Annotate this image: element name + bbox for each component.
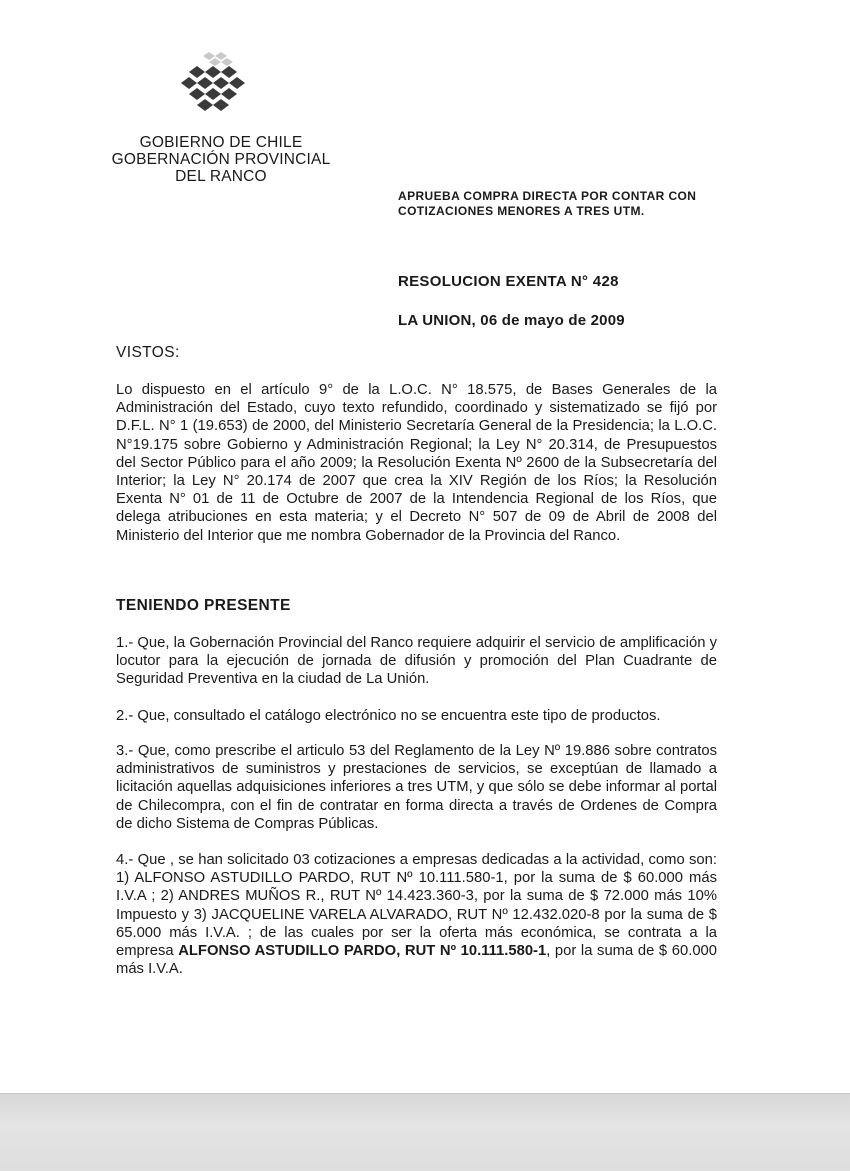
considerando-1: 1.- Que, la Gobernación Provincial del Ranco requiere adquirir el servicio de amplificación y locutor para la ejecución de jornada de difusión y promoción del Plan Cuadrante de Seguridad Preventiva en la ciudad de La Unión. xyxy=(116,635,717,688)
issuing-organization xyxy=(106,134,336,185)
subject-line-2: COTIZACIONES MENORES A TRES UTM. xyxy=(398,204,645,218)
gobierno-logo-icon xyxy=(163,52,259,114)
selected-supplier: ALFONSO ASTUDILLO PARDO, RUT Nº 10.111.580-1 xyxy=(178,943,547,960)
considerando-2: 2.- Que, consultado el catálogo electrónico no se encuentra este tipo de productos. xyxy=(116,708,661,724)
scan-bottom-margin xyxy=(0,1093,850,1171)
vistos-heading: VISTOS: xyxy=(116,344,180,361)
vistos-paragraph: Lo dispuesto en el artículo 9° de la L.O.C. N° 18.575, de Bases Generales de la Administración del Estado, cuyo texto refundido, coordinado y sistematizado se fijó por D.F.L. N° 1 (19.653) de 2000, del Ministerio Secretaría General de la Presidencia; la L.O.C. N°19.175 sobre Gobierno y Administración Regional; la Ley N° 20.314, de Presupuestos del Sector Público para el año 2009; la Resolución Exenta Nº 2600 de la Subsecretaría del Interior; la Ley N° 20.174 de 2007 que crea la XIV Región de los Ríos; la Resolución Exenta N° 01 de 11 de Octubre de 2007 de la Intendencia Regional de los Ríos, que delega atribuciones en esta materia; y el Decreto N° 507 de 09 de Abril de 2008 del Ministerio del Interior que me nombra Gobernador de la Provincia del Ranco. xyxy=(116,382,717,544)
org-line-3: DEL RANCO xyxy=(175,168,267,185)
considerando-4-text: 4.- Que , se han solicitado 03 cotizaciones a empresas dedicadas a la actividad, como son: 1) ALFONSO ASTUDILLO PARDO, RUT Nº 10.111.580-1, por la suma de $ 60.000 más I.V.A ; 2) ANDRES MUÑOS R., RUT Nº 14.423.360-3, por la suma de $ 72.000 más 10% Impuesto y 3) JACQUELINE VARELA ALVARADO, RUT Nº 12.432.020-8 por la suma de $ 65.000 más I.V.A. ; de las cuales por ser la oferta más económica, se contrata a la empresa xyxy=(116,852,717,960)
logo-diamonds xyxy=(181,66,245,111)
considerando-4 xyxy=(116,851,717,978)
considerando-4-end: , por la suma de $ 60.000 más I.V.A. xyxy=(116,943,718,978)
considerando-3: 3.- Que, como prescribe el articulo 53 del Reglamento de la Ley Nº 19.886 sobre contratos administrativos de suministros y prestaciones de servicios, se exceptúan de llamado a licitación aquellas adquisiciones inferiores a tres UTM, y que sólo se debe informar al portal de Chilecompra, con el fin de contratar en forma directa a través de Ordenes de Compra de dicho Sistema de Compras Públicas. xyxy=(116,743,717,832)
resolution-place-date: LA UNION, 06 de mayo de 2009 xyxy=(398,312,625,329)
resolution-number: RESOLUCION EXENTA N° 428 xyxy=(398,273,619,290)
subject-line-1: APRUEBA COMPRA DIRECTA POR CONTAR CON xyxy=(398,189,697,203)
org-line-2: GOBERNACIÓN PROVINCIAL xyxy=(111,151,331,168)
resolution-subject xyxy=(398,189,738,219)
org-line-1: GOBIERNO DE CHILE xyxy=(139,134,303,151)
teniendo-presente-heading: TENIENDO PRESENTE xyxy=(116,597,291,614)
logo-rays xyxy=(203,52,233,66)
